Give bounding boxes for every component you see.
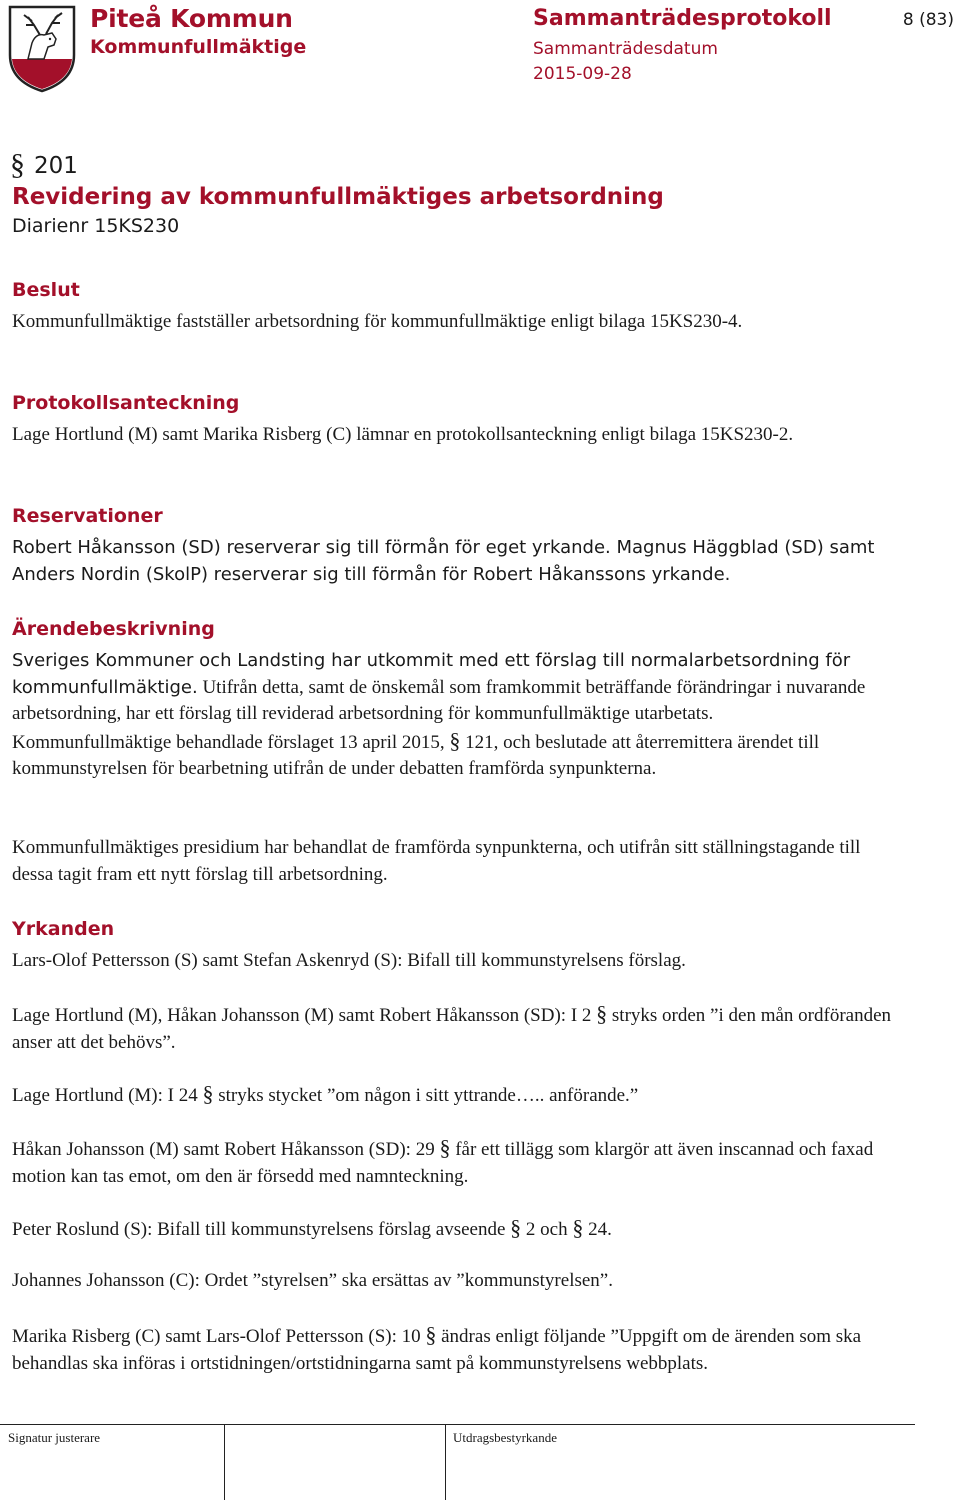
yrkande-3-part-a: Lage Hortlund (M): I 24: [12, 1085, 203, 1106]
section-symbol: §: [449, 727, 461, 753]
protokollsanteckning-text: Lage Hortlund (M) samt Marika Risberg (C) lämnar en protokollsanteckning enligt bilaga 15KS230-2.: [12, 424, 794, 445]
section-symbol: §: [572, 1215, 584, 1240]
diarienummer: Diarienr 15KS230: [12, 215, 180, 237]
section-symbol: §: [510, 1215, 522, 1240]
signatur-justerare-label: Signatur justerare: [8, 1430, 101, 1445]
yrkande-5: [12, 1215, 902, 1244]
section-symbol: §: [202, 1081, 214, 1106]
arendebeskrivning-text-1: [12, 648, 872, 783]
yrkande-4: [12, 1135, 882, 1190]
document-type: Sammanträdesprotokoll: [533, 6, 832, 31]
yrkande-5-part-a: Peter Roslund (S): Bifall till kommunstyrelsens förslag avseende: [12, 1219, 511, 1240]
page-number: 8 (83): [902, 10, 954, 30]
footer-divider: [224, 1424, 225, 1500]
org-name: Piteå Kommun: [90, 4, 293, 33]
yrkande-5-part-b: 2 och: [521, 1219, 573, 1240]
yrkande-2-part-b: stryks orden ”i den mån ordföranden anser att det behövs”.: [12, 1005, 892, 1053]
section-symbol: §: [596, 1001, 608, 1026]
yrkande-3: [12, 1081, 902, 1110]
yrkande-4-part-b: får ett tillägg som klargör att även inscannad och faxad motion kan tas emot, om den är försedd med namnteckning.: [12, 1139, 874, 1187]
arende-text-part-b: Utifrån detta, samt de önskemål som framkommit beträffande förändringar i nuvarande arbetsordning, har ett förslag till reviderad arbetsordning för kommunfullmäktige utarbetats. Kommunfullmäktige behandlade förslaget 13 april 2015,: [12, 676, 866, 753]
pitea-coat-of-arms-icon: [6, 3, 78, 93]
yrkande-5-part-c: 24.: [583, 1219, 612, 1240]
footer-divider: [445, 1424, 446, 1500]
arendebeskrivning-text-2: Kommunfullmäktiges presidium har behandlat de framförda synpunkterna, och utifrån sitt ställningstagande till dessa tagit fram ett nytt förslag till arbetsordning.: [12, 837, 861, 885]
yrkande-7-part-a: Marika Risberg (C) samt Lars-Olof Pettersson (S): 10: [12, 1326, 426, 1347]
yrkanden-heading: Yrkanden: [12, 918, 115, 940]
section-symbol: §: [10, 148, 25, 181]
date-label: Sammanträdesdatum: [533, 39, 718, 59]
utdragsbestyrkande-label: Utdragsbestyrkande: [453, 1430, 557, 1445]
section-symbol: §: [425, 1322, 437, 1347]
item-number: 201: [34, 153, 78, 179]
date-value: 2015-09-28: [533, 64, 632, 84]
beslut-text: Kommunfullmäktige fastställer arbetsordning för kommunfullmäktige enligt bilaga 15KS230-4.: [12, 311, 743, 332]
reservationer-heading: Reservationer: [12, 505, 163, 527]
yrkande-1: Lars-Olof Pettersson (S) samt Stefan Askenryd (S): Bifall till kommunstyrelsens förslag.: [12, 950, 686, 971]
protokollsanteckning-heading: Protokollsanteckning: [12, 392, 240, 414]
yrkande-6: Johannes Johansson (C): Ordet ”styrelsen” ska ersättas av ”kommunstyrelsen”.: [12, 1270, 613, 1291]
yrkande-7-part-b: ändras enligt följande ”Uppgift om de ärenden som ska behandlas ska införas i ortstidningen/ortstidningarna samt på kommunstyrelsens webbplats.: [12, 1326, 862, 1374]
yrkande-4-part-a: Håkan Johansson (M) samt Robert Håkansson (SD): 29: [12, 1139, 440, 1160]
arendebeskrivning-heading: Ärendebeskrivning: [12, 618, 215, 640]
arende-text-part-a: Sveriges Kommuner och Landsting har utkommit med ett förslag till normalarbetsordning för kommunfullmäktige.: [12, 650, 851, 698]
yrkande-2-part-a: Lage Hortlund (M), Håkan Johansson (M) samt Robert Håkansson (SD): I 2: [12, 1005, 597, 1026]
item-title: Revidering av kommunfullmäktiges arbetsordning: [12, 184, 664, 210]
section-symbol: §: [439, 1135, 451, 1160]
reservationer-text: Robert Håkansson (SD) reserverar sig till förmån för eget yrkande. Magnus Häggblad (SD) samt Anders Nordin (SkolP) reserverar sig till förmån för Robert Håkanssons yrkande.: [12, 537, 875, 585]
yrkande-2: [12, 1001, 892, 1056]
arende-text-part-c: 121, och beslutade att återremittera ärendet till kommunstyrelsen för bearbetning utifrån de under debatten framförda synpunkterna.: [12, 731, 820, 779]
beslut-heading: Beslut: [12, 279, 80, 301]
org-body: Kommunfullmäktige: [90, 36, 307, 58]
footer-rule: [0, 1424, 915, 1425]
yrkande-3-part-b: stryks stycket ”om någon i sitt yttrande….. anförande.”: [213, 1085, 639, 1106]
yrkande-7: [12, 1322, 882, 1377]
